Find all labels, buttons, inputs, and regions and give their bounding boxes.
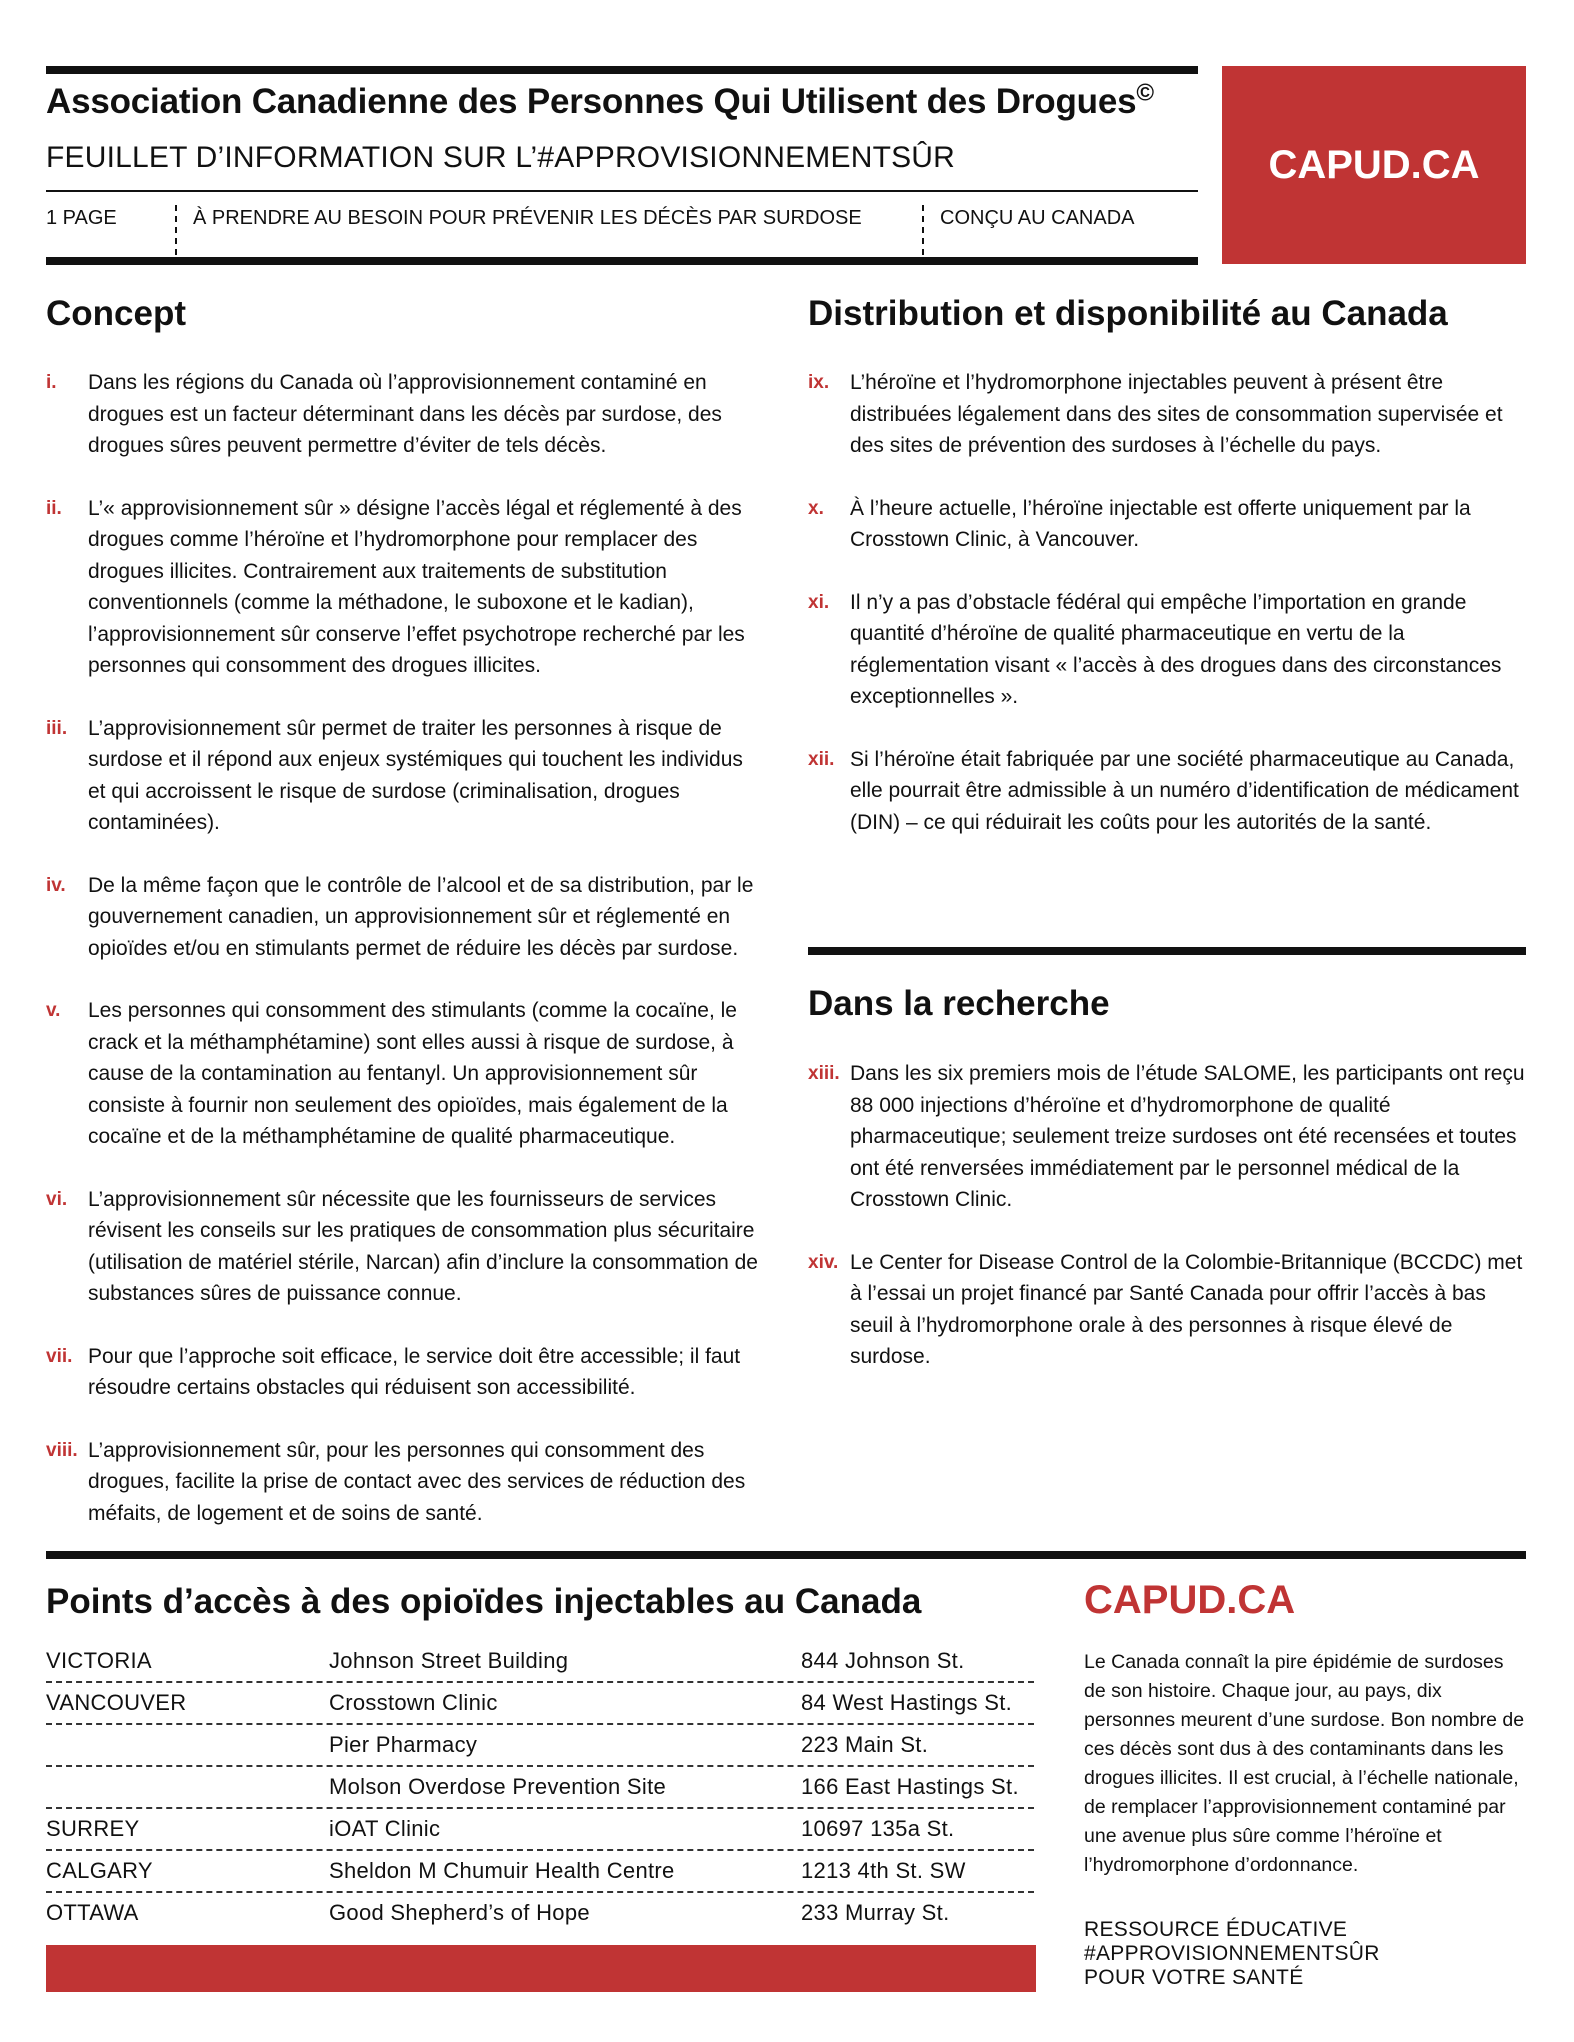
brand-box xyxy=(1222,66,1526,264)
access-address: 844 Johnson St. xyxy=(801,1648,965,1673)
item-text: Le Center for Disease Control de la Colombie-Britannique (BCCDC) met à l’essai un projet financé par Santé Canada pour offrir l’accès à bas seuil à l’hydromorphone orale à des personnes à risque élevé de surdose. xyxy=(850,1250,1523,1368)
table-row xyxy=(46,1681,1034,1725)
document-subtitle: FEUILLET D’INFORMATION SUR L’#APPROVISIONNEMENTSÛR xyxy=(46,141,956,174)
concept-list xyxy=(46,367,766,1529)
item-number: i. xyxy=(46,372,57,393)
footer-line: #APPROVISIONNEMENTSÛR xyxy=(1084,1942,1380,1965)
list-item xyxy=(46,995,766,1153)
sidebar-brand: CAPUD.CA xyxy=(1084,1578,1296,1622)
list-item xyxy=(808,587,1530,713)
list-item xyxy=(46,713,766,839)
list-item xyxy=(808,744,1530,839)
table-row xyxy=(46,1765,1034,1809)
sidebar-footer xyxy=(1084,1918,1380,1990)
item-number: v. xyxy=(46,1000,61,1021)
access-city: VANCOUVER xyxy=(46,1690,187,1715)
access-site: Good Shepherd’s of Hope xyxy=(329,1900,590,1925)
list-item xyxy=(808,1058,1530,1216)
research-heading: Dans la recherche xyxy=(808,984,1110,1023)
item-number: xi. xyxy=(808,591,830,613)
access-site: Pier Pharmacy xyxy=(329,1732,478,1757)
item-text: Les personnes qui consomment des stimulants (comme la cocaïne, le crack et la méthamphétamine) sont elles aussi à risque de surdose, à cause de la contamination au fentanyl. Un approvisionnement sûr consiste à fournir non seulement des opioïdes, mais également de la cocaïne et de la méthamphétamine de qualité pharmaceutique. xyxy=(88,999,737,1148)
meta-origin: CONÇU AU CANADA xyxy=(940,207,1135,229)
list-item xyxy=(808,367,1530,462)
footer-line: POUR VOTRE SANTÉ xyxy=(1084,1966,1304,1989)
document-title: Association Canadienne des Personnes Qui Utilisent des Drogues© xyxy=(46,79,1154,121)
access-site: Molson Overdose Prevention Site xyxy=(329,1774,667,1799)
item-number: ix. xyxy=(808,372,830,393)
item-text: Il n’y a pas d’obstacle fédéral qui empêche l’importation en grande quantité d’héroïne de qualité pharmaceutique en vertu de la réglementation visant « l’accès à des drogues dans des circonstances exceptionnelles ». xyxy=(850,590,1502,708)
brand-label: CAPUD.CA xyxy=(1268,142,1480,187)
table-row xyxy=(46,1639,1034,1683)
footer-accent-bar xyxy=(46,1945,1036,1992)
item-text: Pour que l’approche soit efficace, le service doit être accessible; il faut résoudre certains obstacles qui réduisent son accessibilité. xyxy=(88,1344,741,1399)
item-number: ii. xyxy=(46,497,62,519)
item-number: iii. xyxy=(46,717,68,739)
access-address: 223 Main St. xyxy=(801,1732,929,1757)
header-bottom-rule xyxy=(46,257,1198,265)
item-number: xii. xyxy=(808,748,835,770)
item-text: Dans les régions du Canada où l’approvisionnement contaminé en drogues est un facteur déterminant dans les décès par surdose, des drogues sûres peuvent permettre d’éviter de tels décès. xyxy=(88,371,722,457)
distribution-list xyxy=(808,367,1530,838)
meta-divider xyxy=(175,205,177,255)
header-top-rule xyxy=(46,66,1198,74)
item-text: De la même façon que le contrôle de l’alcool et de sa distribution, par le gouvernement canadien, un approvisionnement sûr et réglementé en opioïdes et/ou en stimulants permet de réduire les décès par surdose. xyxy=(88,873,754,960)
list-item xyxy=(808,1247,1530,1373)
table-row xyxy=(46,1891,1034,1933)
research-top-rule xyxy=(808,947,1526,955)
copyright-mark: © xyxy=(1136,79,1154,107)
item-text: L’héroïne et l’hydromorphone injectables peuvent à présent être distribuées légalement dans des sites de consommation supervisée et des sites de prévention des surdoses à l’échelle du pays. xyxy=(850,371,1503,457)
access-address: 166 East Hastings St. xyxy=(801,1774,1019,1799)
item-number: xiv. xyxy=(808,1251,839,1273)
list-item xyxy=(46,367,766,462)
sidebar-text: Le Canada connaît la pire épidémie de surdoses de son histoire. Chaque jour, au pays, dix personnes meurent d’une surdose. Bon nombre de ces décès sont dus à des contaminants dans les drogues illicites. Il est crucial, à l’échelle nationale, de remplacer l’approvisionnement contaminé par une avenue plus sûre comme l’héroïne et l’hydromorphone d’ordonnance. xyxy=(1084,1651,1525,1876)
access-city: VICTORIA xyxy=(46,1648,152,1673)
bottom-section-rule xyxy=(46,1551,1526,1559)
meta-pages: 1 PAGE xyxy=(46,207,117,229)
concept-heading: Concept xyxy=(46,294,186,333)
list-item xyxy=(808,493,1530,556)
list-item xyxy=(46,1184,766,1310)
item-text: L’« approvisionnement sûr » désigne l’accès légal et réglementé à des drogues comme l’héroïne et l’hydromorphone pour remplacer des drogues illicites. Contrairement aux traitements de substitution conventionnels (comme la méthadone, le suboxone et le kadian), l’approvisionnement sûr conserve l’effet psychotrope recherché par les personnes qui consomment des drogues illicites. xyxy=(88,496,745,677)
table-row xyxy=(46,1807,1034,1851)
item-number: vii. xyxy=(46,1345,73,1367)
item-text: Si l’héroïne était fabriquée par une société pharmaceutique au Canada, elle pourrait être admissible à un numéro d’identification de médicament (DIN) – ce qui réduirait les coûts pour les autorités de la santé. xyxy=(850,747,1519,834)
list-item xyxy=(46,493,766,682)
header-thin-rule xyxy=(46,190,1198,192)
access-address: 233 Murray St. xyxy=(801,1900,950,1925)
access-city: SURREY xyxy=(46,1816,140,1841)
meta-usage: À PRENDRE AU BESOIN POUR PRÉVENIR LES DÉCÈS PAR SURDOSE xyxy=(193,207,862,229)
access-address: 84 West Hastings St. xyxy=(801,1690,1013,1715)
item-number: viii. xyxy=(46,1439,78,1461)
meta-divider xyxy=(922,205,924,255)
item-text: L’approvisionnement sûr, pour les personnes qui consomment des drogues, facilite la prise de contact avec des services de réduction des méfaits, de logement et de soins de santé. xyxy=(88,1438,746,1525)
footer-line: RESSOURCE ÉDUCATIVE xyxy=(1084,1918,1348,1941)
item-text: L’approvisionnement sûr nécessite que les fournisseurs de services révisent les conseils sur les pratiques de consommation plus sécuritaire (utilisation de matériel stérile, Narcan) afin d’inclure la consommation de substances sûres de puissance connue. xyxy=(88,1187,758,1305)
item-number: iv. xyxy=(46,874,66,896)
distribution-heading: Distribution et disponibilité au Canada xyxy=(808,294,1448,333)
table-row xyxy=(46,1849,1034,1893)
list-item xyxy=(46,1435,766,1530)
list-item xyxy=(46,870,766,965)
access-site: Johnson Street Building xyxy=(329,1648,569,1673)
item-number: x. xyxy=(808,497,824,519)
access-heading: Points d’accès à des opioïdes injectables au Canada xyxy=(46,1582,922,1621)
access-site: Crosstown Clinic xyxy=(329,1690,498,1715)
item-number: xiii. xyxy=(808,1063,840,1084)
access-site: iOAT Clinic xyxy=(329,1816,441,1841)
access-address: 10697 135a St. xyxy=(801,1816,955,1841)
access-address: 1213 4th St. SW xyxy=(801,1858,966,1883)
item-text: L’approvisionnement sûr permet de traiter les personnes à risque de surdose et il répond aux enjeux systémiques qui touchent les individus et qui accroissent le risque de surdose (criminalisation, drogues contaminées). xyxy=(88,716,743,834)
item-text: À l’heure actuelle, l’héroïne injectable est offerte uniquement par la Crosstown Clinic, à Vancouver. xyxy=(850,496,1471,551)
access-city: CALGARY xyxy=(46,1858,153,1883)
table-row xyxy=(46,1723,1034,1767)
access-city: OTTAWA xyxy=(46,1900,139,1925)
item-number: vi. xyxy=(46,1188,68,1210)
list-item xyxy=(46,1341,766,1404)
access-site: Sheldon M Chumuir Health Centre xyxy=(329,1858,675,1883)
research-list xyxy=(808,1058,1530,1373)
item-text: Dans les six premiers mois de l’étude SALOME, les participants ont reçu 88 000 injections d’héroïne et d’hydromorphone de qualité pharmaceutique; seulement treize surdoses ont été recensées et toutes ont été renversées immédiatement par le personnel médical de la Crosstown Clinic. xyxy=(850,1062,1525,1211)
